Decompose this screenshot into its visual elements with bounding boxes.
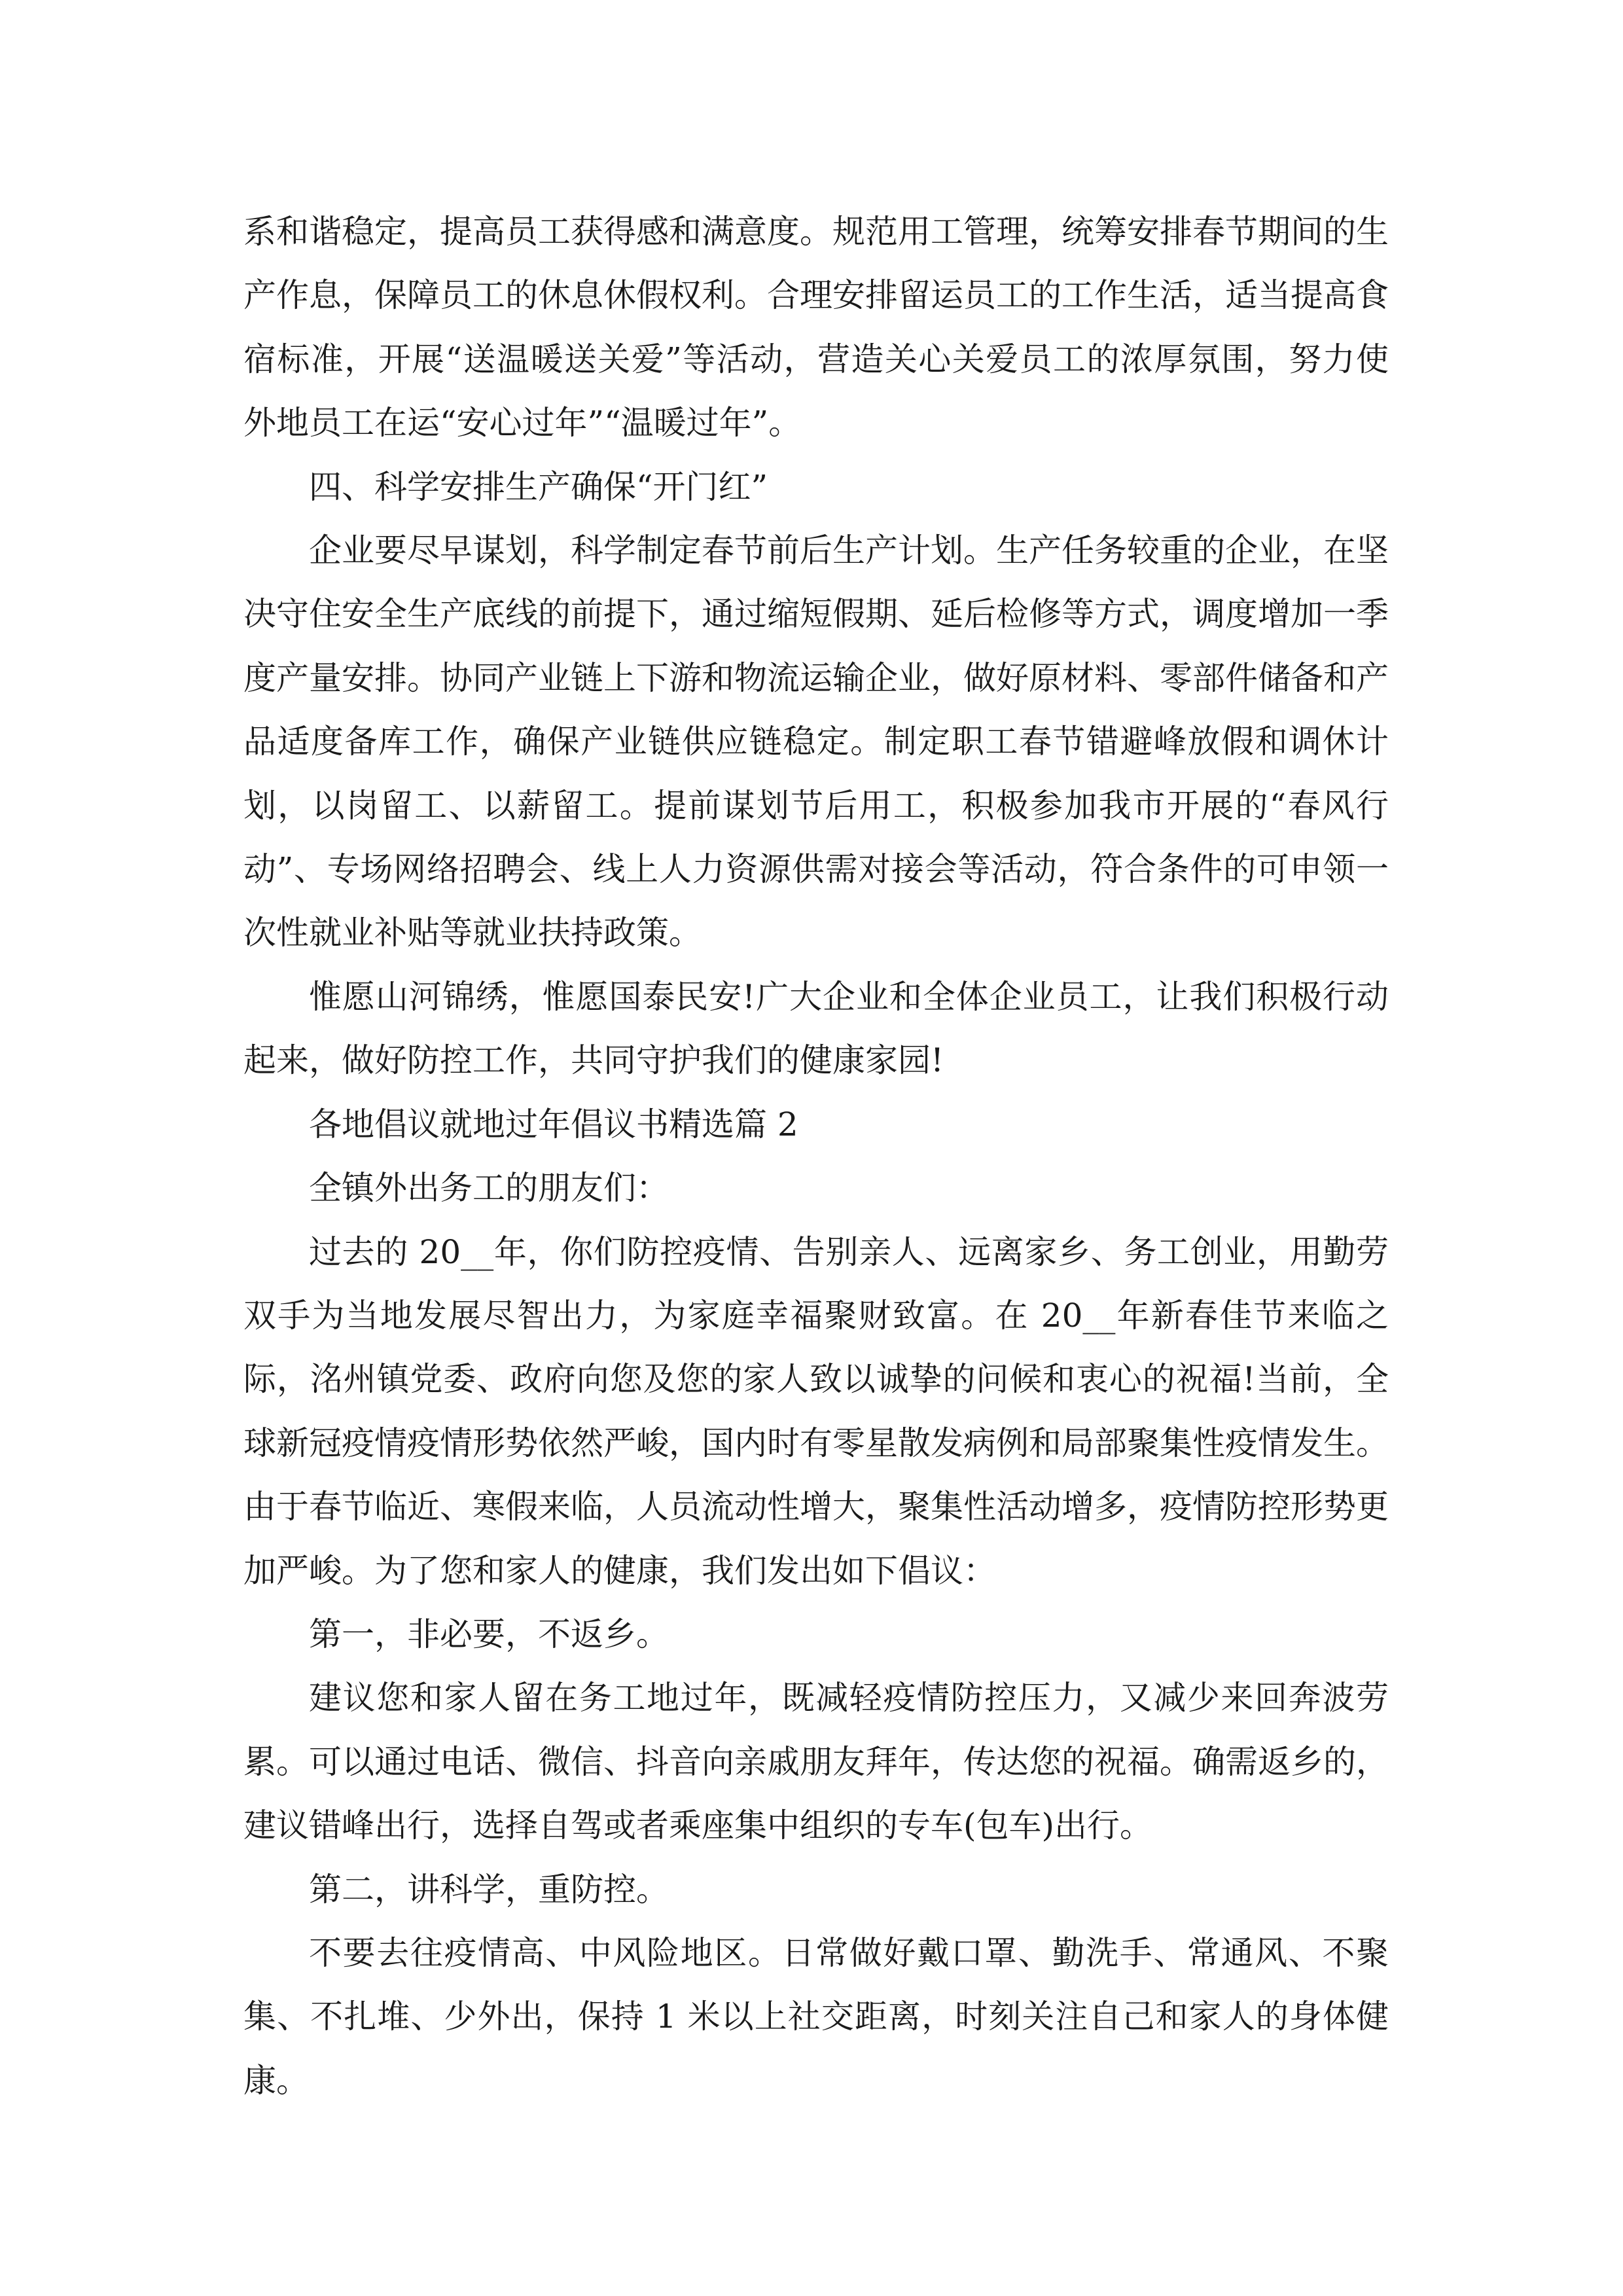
paragraph-greeting: 过去的 20__年，你们防控疫情、告别亲人、远离家乡、务工创业，用勤劳双手为当地发展尽智出力，为家庭幸福聚财致富。在 20__年新春佳节来临之际，洺州镇党委、政府向您及您的家人致以诚挚的问候和衷心的祝福!当前，全球新冠疫情疫情形势依然严峻，国内时有零星散发病例和局部聚集性疫情发生。由于春节临近、寒假来临，人员流动性增大，聚集性活动增多，疫情防控形势更加严峻。为了您和家人的健康，我们发出如下倡议： <box>243 1232 1389 1590</box>
paragraph-stay-advice: 建议您和家人留在务工地过年，既减轻疫情防控压力，又减少来回奔波劳累。可以通过电话、微信、抖音向亲戚朋友拜年，传达您的祝福。确需返乡的，建议错峰出行，选择自驾或者乘座集中组织的专车(包车)出行。 <box>243 1679 1389 1845</box>
paragraph-labor-relations: 系和谐稳定，提高员工获得感和满意度。规范用工管理，统筹安排春节期间的生产作息，保障员工的休息休假权利。合理安排留运员工的工作生活，适当提高食宿标准，开展“送温暖送关爱”等活动，营造关心关爱员工的浓厚氛围，努力使外地员工在运“安心过年”“温暖过年”。 <box>243 213 1389 442</box>
point-one-heading: 第一，非必要，不返乡。 <box>309 1615 669 1653</box>
salutation: 全镇外出务工的朋友们： <box>309 1169 669 1208</box>
paragraph-production-plan: 企业要尽早谋划，科学制定春节前后生产计划。生产任务较重的企业，在坚决守住安全生产底线的前提下，通过缩短假期、延后检修等方式，调度增加一季度产量安排。协同产业链上下游和物流运输企业，做好原材料、零部件储备和产品适度备库工作，确保产业链供应链稳定。制定职工春节错避峰放假和调休计划，以岗留工、以薪留工。提前谋划节后用工，积极参加我市开展的“春风行动”、专场网络招聘会、线上人力资源供需对接会等活动，符合条件的可申领一次性就业补贴等就业扶持政策。 <box>243 531 1389 952</box>
article-title-part-2: 各地倡议就地过年倡议书精选篇 2 <box>309 1105 798 1143</box>
document-body <box>243 200 1389 2113</box>
paragraph-closing-wish: 惟愿山河锦绣，惟愿国泰民安!广大企业和全体企业员工，让我们积极行动起来，做好防控工作，共同守护我们的健康家园! <box>243 977 1389 1080</box>
point-two-heading: 第二，讲科学，重防控。 <box>309 1870 669 1909</box>
paragraph-prevention-advice: 不要去往疫情高、中风险地区。日常做好戴口罩、勤洗手、常通风、不聚集、不扎堆、少外出，保持 1 米以上社交距离，时刻关注自己和家人的身体健康。 <box>243 1933 1389 2100</box>
section-heading-production: 四、科学安排生产确保“开门红” <box>309 467 768 506</box>
